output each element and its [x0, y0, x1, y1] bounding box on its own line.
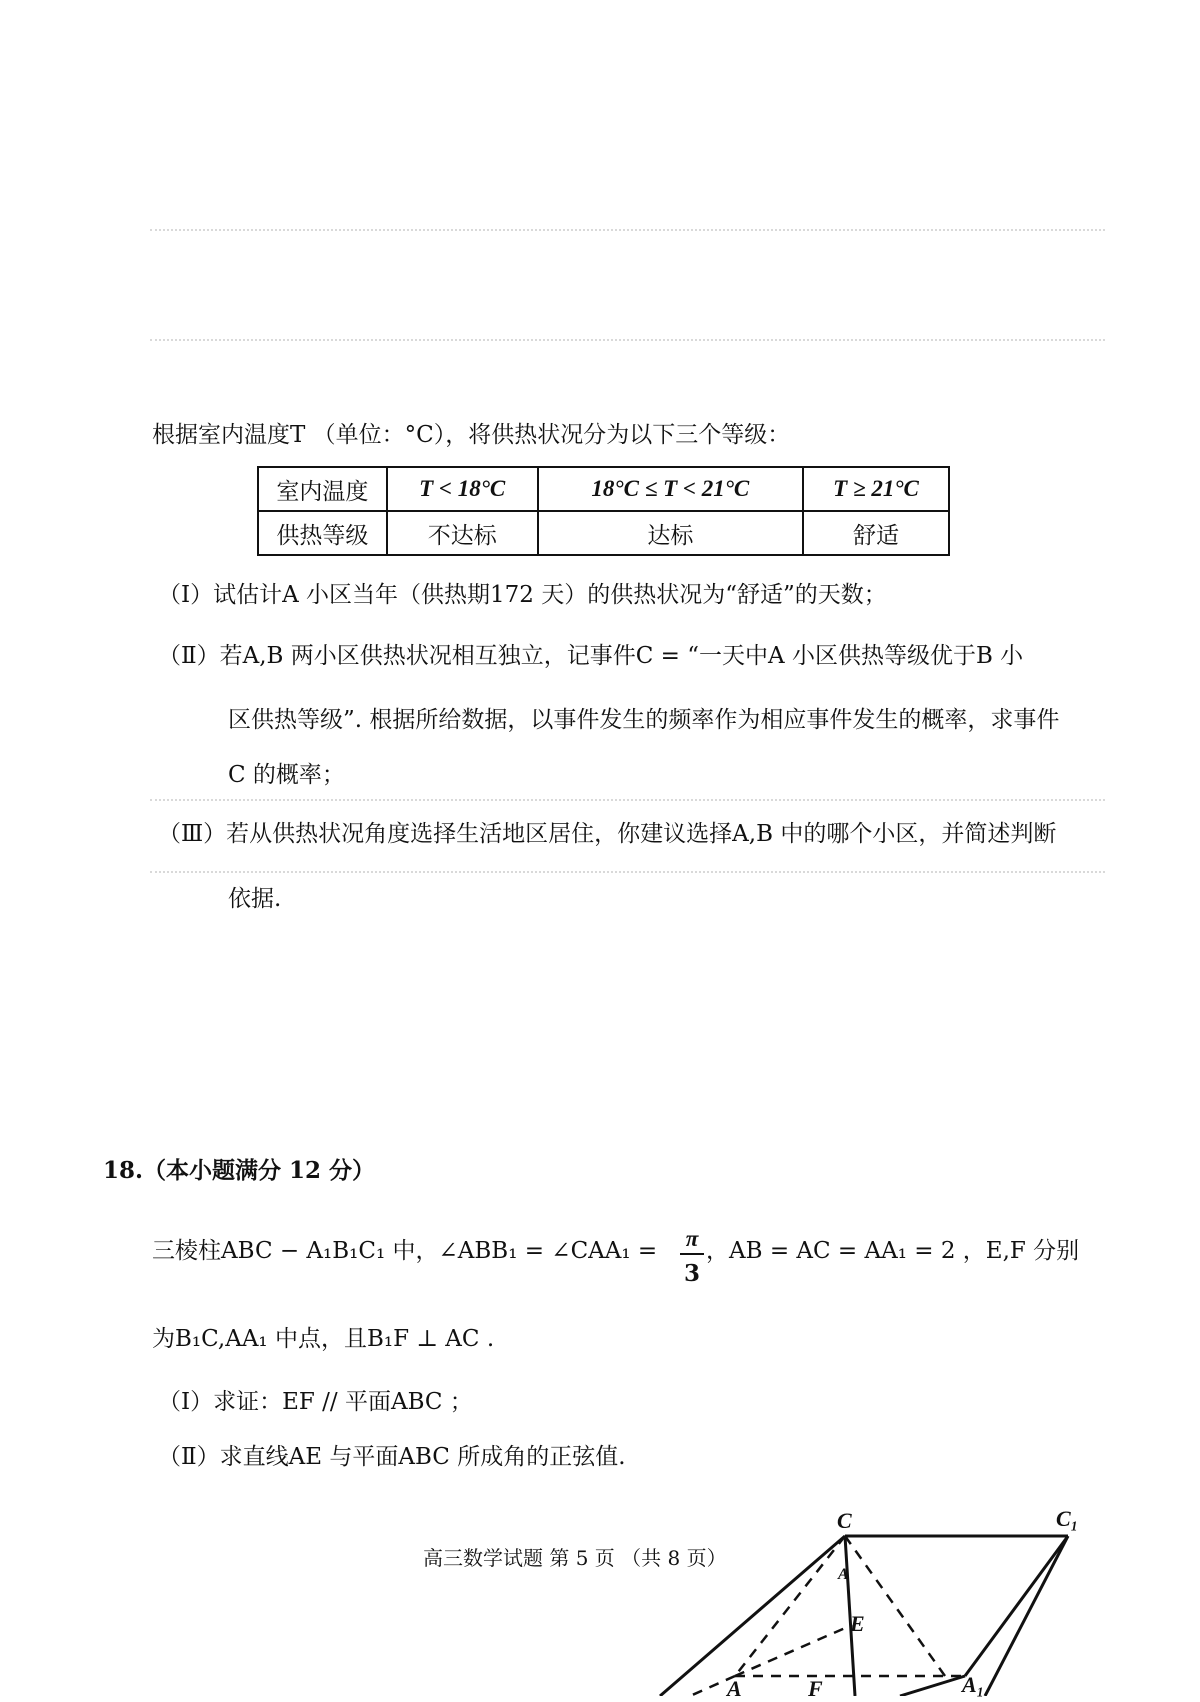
- label-vertex-a: A: [727, 1676, 742, 1701]
- q17-part3-line2: 依据.: [228, 886, 282, 912]
- label-point-e: E: [850, 1611, 865, 1636]
- table-cell: 舒适: [803, 511, 949, 555]
- table-cell: 供热等级: [258, 511, 387, 555]
- label-vertex-c1: C₁: [1056, 1506, 1079, 1531]
- q18-stem-part1: 三棱柱ABC − A₁B₁C₁ 中，∠ABB₁ = ∠CAA₁ =: [152, 1238, 658, 1264]
- dashed-c-a: [735, 1536, 845, 1676]
- q17-part2-line1: （Ⅱ）若A,B 两小区供热状况相互独立，记事件C = “一天中A 小区供热等级优于B 小: [158, 643, 1024, 669]
- q17-part2-line2: 区供热等级”. 根据所给数据，以事件发生的频率作为相应事件发生的概率，求事件: [228, 707, 1060, 733]
- q17-part3-line1: （Ⅲ）若从供热状况角度选择生活地区居住，你建议选择A,B 中的哪个小区，并简述判断: [158, 821, 1057, 847]
- table-header-cell: T ≥ 21°C: [803, 467, 949, 511]
- label-vertex-a-top: A: [838, 1566, 849, 1583]
- q18-part1: （Ⅰ）求证：EF // 平面ABC ；: [158, 1389, 473, 1415]
- table-header-cell: 室内温度: [258, 467, 387, 511]
- label-point-f: F: [808, 1676, 823, 1701]
- page-footer: 高三数学试题 第 5 页 （共 8 页）: [423, 1546, 727, 1570]
- table-cell: 达标: [538, 511, 803, 555]
- table-header-cell: 18°C ≤ T < 21°C: [538, 467, 803, 511]
- edge-a1-left: [900, 1676, 965, 1696]
- dashed-a-e: [735, 1625, 852, 1676]
- q17-part1: （Ⅰ）试估计A 小区当年（供热期172 天）的供热状况为“舒适”的天数；: [158, 582, 887, 608]
- fraction-denominator: 3: [683, 1260, 700, 1287]
- q17-part2-line3: C 的概率；: [228, 762, 345, 788]
- edge-c1-right: [985, 1536, 1068, 1696]
- q18-part2: （Ⅱ）求直线AE 与平面ABC 所成角的正弦值.: [158, 1444, 626, 1470]
- fraction-numerator: π: [685, 1226, 699, 1251]
- q18-stem-part2: ，AB = AC = AA₁ = 2 ，E,F 分别: [706, 1238, 1080, 1264]
- edge-c1-a1: [965, 1536, 1068, 1676]
- q18-heading: 18.（本小题满分 12 分）: [103, 1157, 376, 1184]
- q18-stem-line2: 为B₁C,AA₁ 中点，且B₁F ⊥ AC .: [152, 1326, 495, 1352]
- intro-text: 根据室内温度T （单位：°C），将供热状况分为以下三个等级：: [152, 422, 791, 448]
- table-header-cell: T < 18°C: [387, 467, 538, 511]
- label-vertex-a1: A₁: [962, 1672, 985, 1697]
- label-vertex-c: C: [837, 1508, 852, 1533]
- dashed-c-a1: [845, 1536, 945, 1676]
- edge-c-left: [660, 1536, 845, 1696]
- table-cell: 不达标: [387, 511, 538, 555]
